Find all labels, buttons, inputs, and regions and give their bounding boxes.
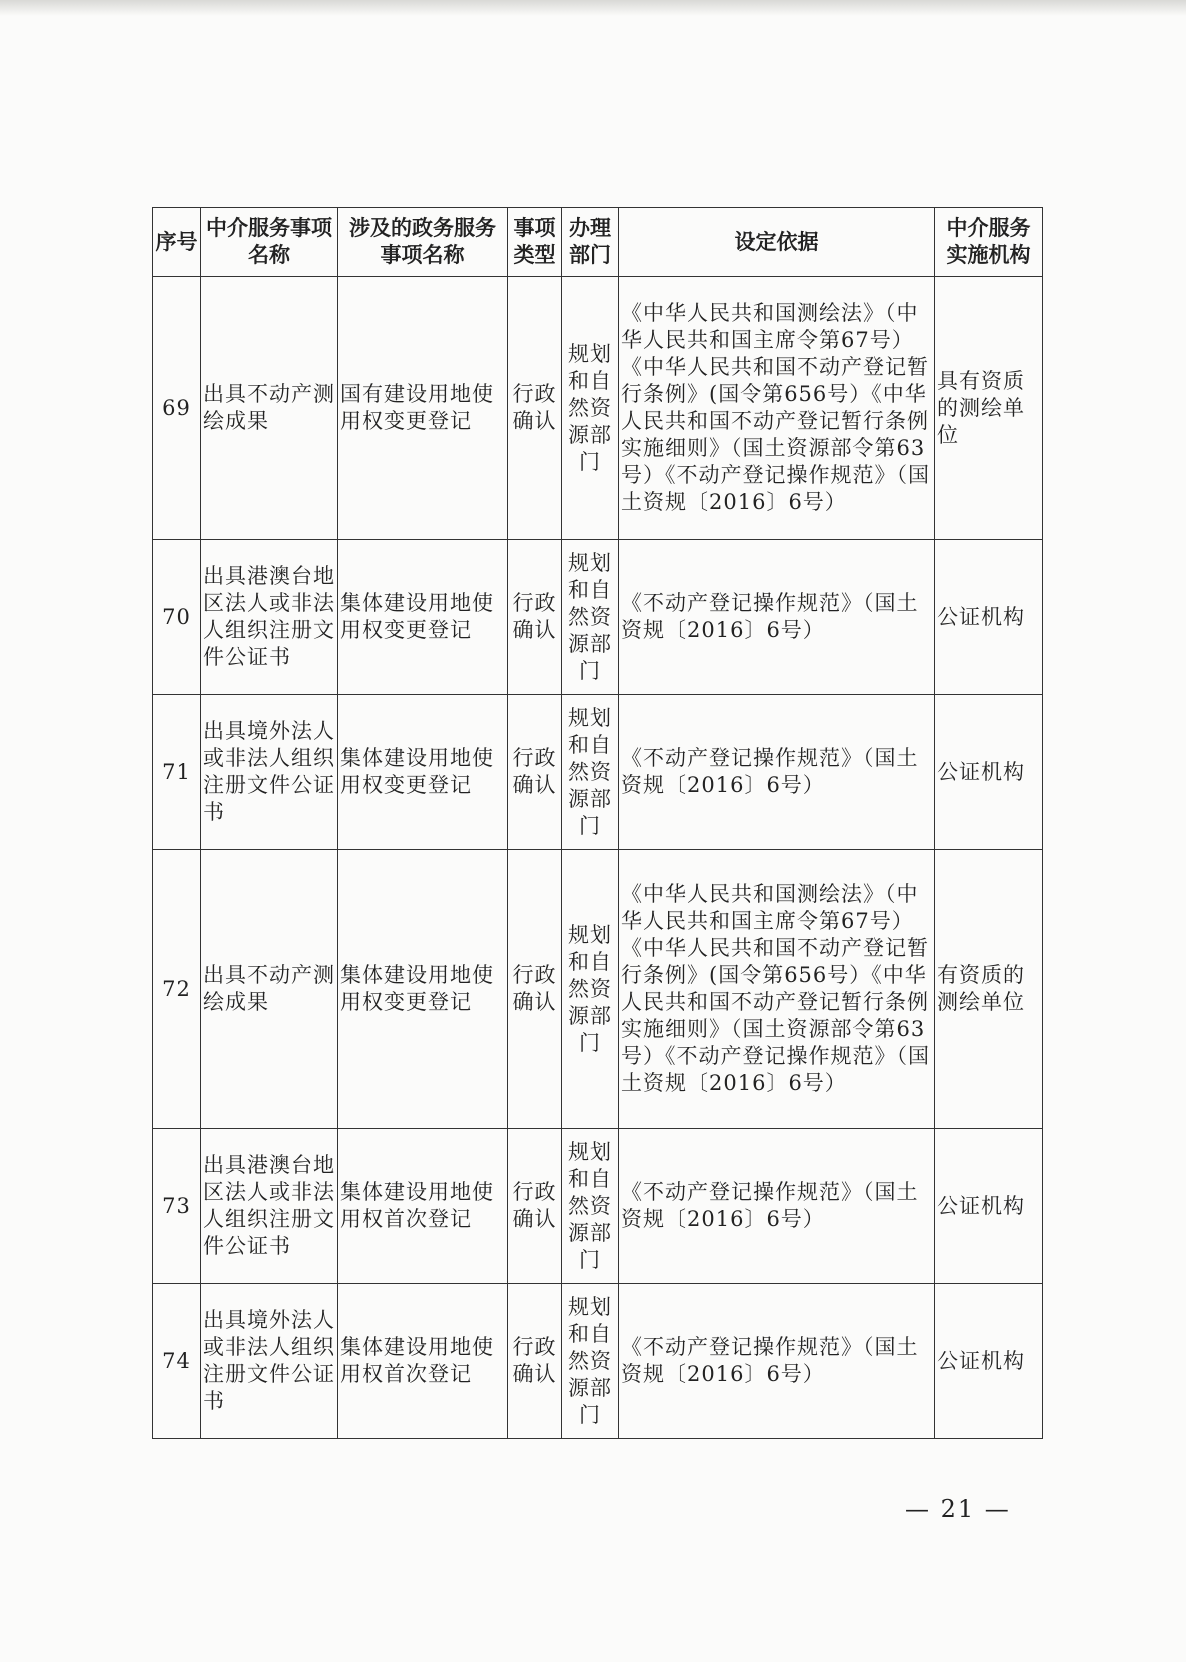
service-name: 出具港澳台地区法人或非法人组织注册文件公证书 bbox=[201, 1129, 338, 1284]
legal-basis: 《不动产登记操作规范》（国土资规〔2016〕6号） bbox=[619, 695, 935, 850]
header-seq: 序号 bbox=[153, 208, 201, 277]
table-row bbox=[153, 850, 1043, 1129]
department: 规划和自然资源部门 bbox=[562, 540, 619, 695]
gov-item: 国有建设用地使用权变更登记 bbox=[338, 277, 508, 540]
service-name: 出具不动产测绘成果 bbox=[201, 850, 338, 1129]
table-row bbox=[153, 695, 1043, 850]
header-department: 办理部门 bbox=[562, 208, 619, 277]
gov-item: 集体建设用地使用权变更登记 bbox=[338, 695, 508, 850]
row-number: 72 bbox=[153, 850, 201, 1129]
service-name: 出具境外法人或非法人组织注册文件公证书 bbox=[201, 695, 338, 850]
row-number: 71 bbox=[153, 695, 201, 850]
intermediary-services-table bbox=[152, 207, 1043, 1439]
scan-edge bbox=[0, 0, 1186, 16]
header-legal-basis: 设定依据 bbox=[619, 208, 935, 277]
legal-basis: 《不动产登记操作规范》（国土资规〔2016〕6号） bbox=[619, 1284, 935, 1439]
item-type: 行政确认 bbox=[508, 695, 562, 850]
service-name: 出具不动产测绘成果 bbox=[201, 277, 338, 540]
department: 规划和自然资源部门 bbox=[562, 1129, 619, 1284]
agency: 公证机构 bbox=[935, 695, 1043, 850]
gov-item: 集体建设用地使用权变更登记 bbox=[338, 850, 508, 1129]
row-number: 69 bbox=[153, 277, 201, 540]
agency: 公证机构 bbox=[935, 540, 1043, 695]
row-number: 74 bbox=[153, 1284, 201, 1439]
agency: 具有资质的测绘单位 bbox=[935, 277, 1043, 540]
item-type: 行政确认 bbox=[508, 1129, 562, 1284]
agency: 有资质的测绘单位 bbox=[935, 850, 1043, 1129]
item-type: 行政确认 bbox=[508, 277, 562, 540]
item-type: 行政确认 bbox=[508, 850, 562, 1129]
gov-item: 集体建设用地使用权变更登记 bbox=[338, 540, 508, 695]
table-row bbox=[153, 540, 1043, 695]
department: 规划和自然资源部门 bbox=[562, 695, 619, 850]
row-number: 73 bbox=[153, 1129, 201, 1284]
header-gov-item: 涉及的政务服务事项名称 bbox=[338, 208, 508, 277]
legal-basis: 《中华人民共和国测绘法》（中华人民共和国主席令第67号）《中华人民共和国不动产登记暂行条例》(国令第656号）《中华人民共和国不动产登记暂行条例实施细则》（国土资源部令第63号）《不动产登记操作规范》（国土资规〔2016〕6号） bbox=[619, 850, 935, 1129]
gov-item: 集体建设用地使用权首次登记 bbox=[338, 1129, 508, 1284]
item-type: 行政确认 bbox=[508, 1284, 562, 1439]
table-row bbox=[153, 277, 1043, 540]
agency: 公证机构 bbox=[935, 1129, 1043, 1284]
gov-item: 集体建设用地使用权首次登记 bbox=[338, 1284, 508, 1439]
department: 规划和自然资源部门 bbox=[562, 850, 619, 1129]
legal-basis: 《中华人民共和国测绘法》（中华人民共和国主席令第67号）《中华人民共和国不动产登记暂行条例》(国令第656号）《中华人民共和国不动产登记暂行条例实施细则》（国土资源部令第63号）《不动产登记操作规范》（国土资规〔2016〕6号） bbox=[619, 277, 935, 540]
item-type: 行政确认 bbox=[508, 540, 562, 695]
table-header-row bbox=[153, 208, 1043, 277]
service-name: 出具境外法人或非法人组织注册文件公证书 bbox=[201, 1284, 338, 1439]
service-name: 出具港澳台地区法人或非法人组织注册文件公证书 bbox=[201, 540, 338, 695]
header-agency: 中介服务实施机构 bbox=[935, 208, 1043, 277]
header-item-type: 事项类型 bbox=[508, 208, 562, 277]
header-service-name: 中介服务事项名称 bbox=[201, 208, 338, 277]
legal-basis: 《不动产登记操作规范》（国土资规〔2016〕6号） bbox=[619, 1129, 935, 1284]
agency: 公证机构 bbox=[935, 1284, 1043, 1439]
row-number: 70 bbox=[153, 540, 201, 695]
table-row bbox=[153, 1284, 1043, 1439]
table-row bbox=[153, 1129, 1043, 1284]
legal-basis: 《不动产登记操作规范》（国土资规〔2016〕6号） bbox=[619, 540, 935, 695]
department: 规划和自然资源部门 bbox=[562, 1284, 619, 1439]
page-number: — 21 — bbox=[905, 1495, 1011, 1523]
department: 规划和自然资源部门 bbox=[562, 277, 619, 540]
